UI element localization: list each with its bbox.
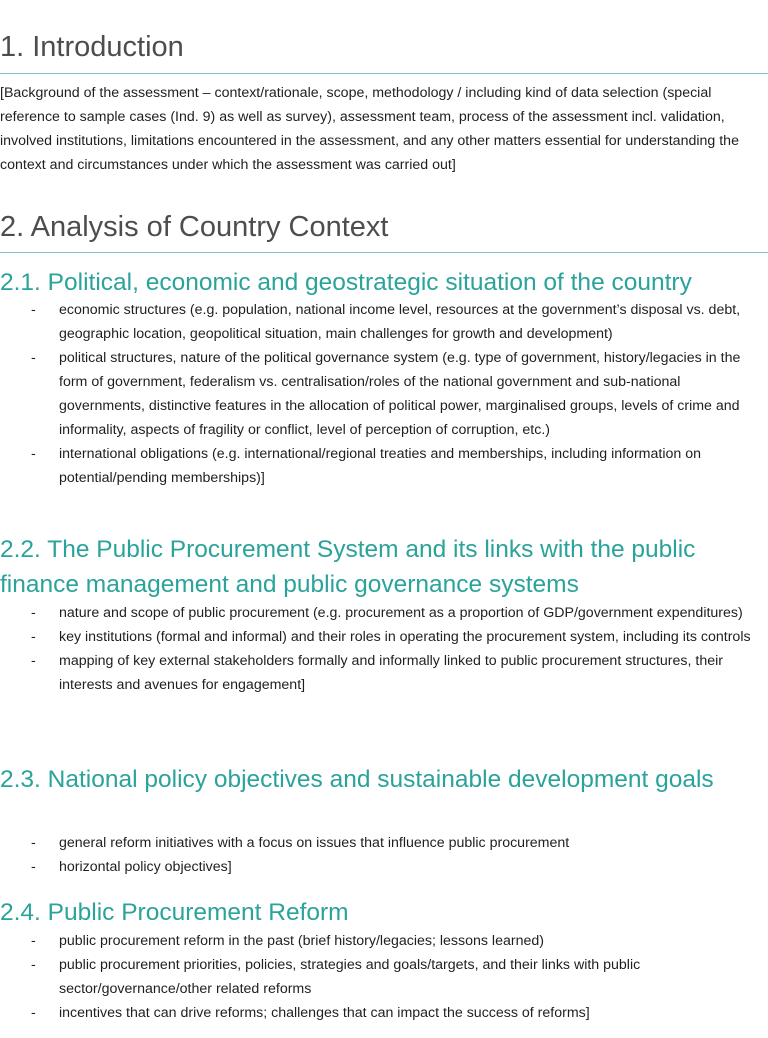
list-item-text: horizontal policy objectives] [59,859,232,875]
subsection-2-3-heading: 2.3. National policy objectives and sustainable development goals [0,766,714,793]
subsection-2-3-list [0,831,768,879]
list-item [0,442,768,490]
list-item-text: nature and scope of public procurement (e.g. procurement as a proportion of GDP/government expenditures) [59,605,743,621]
list-item [0,601,768,625]
list-item [0,953,768,1001]
bullet-dash: - [31,302,36,318]
list-item [0,929,768,953]
subsection-2-2-heading: 2.2. The Public Procurement System and its links with the public finance management and public governance systems [0,536,696,598]
list-item [0,298,768,346]
introduction-paragraph: [Background of the assessment – context/rationale, scope, methodology / including kind of data selection (special reference to sample cases (Ind. 9) as well as survey), assessment team, process of the assessment incl. validation, involved institutions, limitations encountered in the assessment, and any other matters essential for understanding the context and circumstances under which the assessment was carried out] [0,85,739,173]
subsection-2-2-list [0,601,768,697]
subsection-2-1-heading: 2.1. Political, economic and geostrategic situation of the country [0,269,692,296]
bullet-dash: - [31,835,36,851]
bullet-dash: - [31,957,36,973]
list-item [0,855,768,879]
bullet-dash: - [31,446,36,462]
subsection-2-4-list [0,929,768,1025]
list-item-text: international obligations (e.g. international/regional treaties and memberships, including information on potential/pending memberships)] [59,446,701,486]
list-item [0,831,768,855]
list-item-text: key institutions (formal and informal) and their roles in operating the procurement system, including its controls [59,629,751,645]
bullet-dash: - [31,1005,36,1021]
bullet-dash: - [31,859,36,875]
list-item [0,1001,768,1025]
bullet-dash: - [31,350,36,366]
bullet-dash: - [31,653,36,669]
list-item-text: public procurement reform in the past (brief history/legacies; lessons learned) [59,933,544,949]
list-item-text: mapping of key external stakeholders formally and informally linked to public procurement structures, their interests and avenues for engagement] [59,653,723,693]
bullet-dash: - [31,933,36,949]
list-item-text: incentives that can drive reforms; challenges that can impact the success of reforms] [59,1005,590,1021]
section-1-rule [0,73,768,74]
list-item-text: economic structures (e.g. population, national income level, resources at the government’s disposal vs. debt, geographic location, geopolitical situation, main challenges for growth and development) [59,302,741,342]
list-item [0,346,768,442]
bullet-dash: - [31,629,36,645]
section-1-heading: 1. Introduction [0,31,184,63]
list-item-text: general reform initiatives with a focus on issues that influence public procurement [59,835,570,851]
subsection-2-1-list [0,298,768,490]
bullet-dash: - [31,605,36,621]
subsection-2-4-heading: 2.4. Public Procurement Reform [0,899,349,926]
list-item [0,649,768,697]
list-item-text: political structures, nature of the political governance system (e.g. type of government, history/legacies in the form of government, federalism vs. centralisation/roles of the national government and sub-national governments, distinctive features in the allocation of political power, marginalised groups, levels of crime and informality, aspects of fragility or conflict, level of perception of corruption, etc.) [59,350,741,438]
section-2-heading: 2. Analysis of Country Context [0,211,389,243]
section-2-rule [0,252,768,253]
list-item [0,625,768,649]
list-item-text: public procurement priorities, policies, strategies and goals/targets, and their links with public sector/governance/other related reforms [59,957,641,997]
